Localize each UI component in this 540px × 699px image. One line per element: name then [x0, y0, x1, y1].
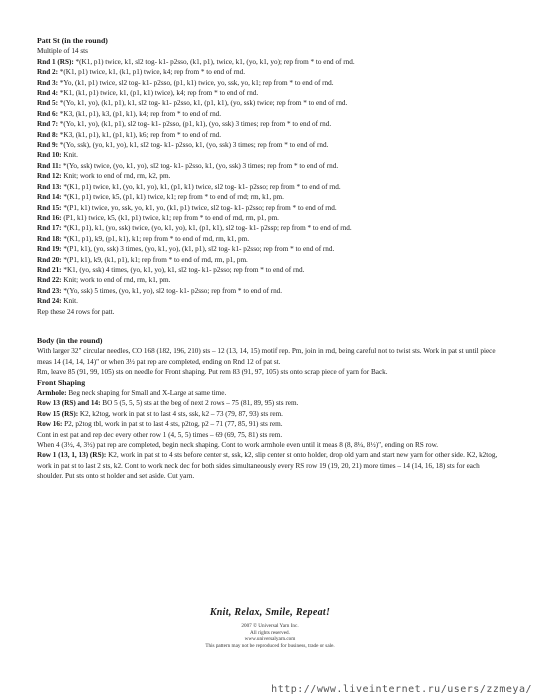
round-label: Rnd 24: [37, 297, 62, 306]
body-paragraph-divide: Rm, leave 85 (91, 99, 105) sts on needle for Front shaping. Put rem 83 (91, 97, 105) sts onto scrap piece of yarn for Back. [37, 368, 388, 377]
round-row [37, 234, 507, 244]
round-text: Knit. [61, 297, 78, 306]
row-16-label: Row 16: [37, 420, 63, 429]
round-row [37, 130, 507, 140]
round-text: *(K1, p1) twice, k1, (yo, k1, yo), k1, (p1, k1) twice, sl2 tog- k1- p2sso; rep from * to end of rnd. [61, 182, 341, 191]
rights-line: All rights reserved. [250, 629, 290, 636]
round-row [37, 255, 507, 265]
round-row [37, 296, 507, 306]
round-row [37, 78, 507, 88]
reproduction-notice: This pattern may not be reproduced for business, trade or sale. [205, 642, 335, 649]
row-15-instruction [37, 409, 507, 419]
round-label: Rnd 17: [37, 224, 62, 233]
body-heading: Body (in the round) [37, 335, 103, 345]
round-row [37, 88, 507, 98]
round-label: Rnd 5: [37, 99, 58, 108]
round-label: Rnd 6: [37, 109, 58, 118]
round-label: Rnd 10: [37, 151, 62, 160]
row-16-instruction [37, 419, 507, 429]
round-row [37, 119, 507, 129]
round-row [37, 182, 507, 192]
row-1-label: Row 1 (13, 1, 13) (RS): [37, 451, 107, 460]
round-row [37, 150, 507, 160]
round-row [37, 161, 507, 171]
website-line: www.universalyarn.com [244, 636, 296, 642]
row-15-text: K2, k2tog, work in pat st to last 4 sts, ssk, k2 – 73 (79, 87, 93) sts rem. [78, 409, 283, 418]
round-text: *(Yo, ssk) 5 times, (yo, k1, yo), sl2 tog- k1- p2sso; rep from * to end of rnd. [61, 286, 283, 295]
round-text: *(K1, p1) twice, k1, sl2 tog- k1- p2sso, (k1, p1), twice, k1, (yo, k1, yo); rep from * to end of rnd. [73, 57, 355, 66]
round-text: *(Yo, k1, yo), (k1, p1), k1, sl2 tog- k1- p2sso, k1, (p1, k1), (yo, ssk) twice; rep from * to end of rnd. [57, 99, 348, 108]
round-row [37, 286, 507, 296]
slogan: Knit, Relax, Smile, Repeat! [209, 607, 331, 618]
round-text: *(P1, k1) twice, yo, ssk, yo, k1, yo, (k1, p1) twice, sl2 tog- k1- p2sso; rep from * to end of rnd. [61, 203, 337, 212]
round-label: Rnd 16: [37, 213, 62, 222]
round-label: Rnd 20: [37, 255, 62, 264]
round-label: Rnd 4: [37, 89, 58, 98]
neck-shaping-instruction: When 4 (3½, 4, 3½) pat rep are completed, begin neck shaping. Cont to work armhole even until it meas 8 (8, 8¼, 8½)", ending on RS row. [37, 441, 439, 450]
round-text: *(K1, p1) twice, k5, (p1, k1) twice, k1; rep from * to end of rnd; rm, k1, pm. [61, 193, 284, 202]
round-text: Knit; work to end of rnd, rm, k2, pm. [61, 172, 171, 181]
round-text: *Yo, (k1, p1) twice, sl2 tog- k1- p2sso, (p1, k1) twice, yo, ssk, yo, k1; rep from * to end of rnd. [57, 78, 334, 87]
round-label: Rnd 12: [37, 172, 62, 181]
continue-decrease-instruction: Cont in est pat and rep dec every other row 1 (4, 5, 5) times – 69 (69, 75, 81) sts rem. [37, 430, 283, 439]
round-text: *K3, (k1, p1), k3, (p1, k1), k4; rep from * to end of rnd. [57, 109, 222, 118]
round-row [37, 67, 507, 77]
pattern-multiple: Multiple of 14 sts [37, 47, 88, 56]
round-text: *K1, (k1, p1) twice, k1, (p1, k1) twice), k4; rep from * to end of rnd. [57, 89, 259, 98]
round-row [37, 140, 507, 150]
armhole-label: Armhole: [37, 389, 67, 397]
repeat-note: Rep these 24 rows for patt. [37, 307, 115, 316]
row-1-instruction [37, 450, 507, 481]
round-text: *K1, (yo, ssk) 4 times, (yo, k1, yo), k1, sl2 tog- k1- p2sso; rep from * to end of rnd. [61, 265, 305, 274]
round-text: Knit. [61, 151, 78, 160]
round-text: *(K1, p1), k9, (p1, k1), k1; rep from * to end of rnd, rm, k1, pm. [61, 234, 250, 243]
row-13-instruction [37, 398, 507, 408]
round-row [37, 98, 507, 108]
round-label: Rnd 3: [37, 78, 58, 87]
round-row [37, 265, 507, 275]
round-text: *(K1, p1), k1, (yo, ssk) twice, (yo, k1, yo), k1, (p1, k1), sl2 tog- k1- p2ssp; rep from * to end of rnd. [61, 224, 352, 233]
armhole-text: Beg neck shaping for Small and X-Large at same time. [66, 389, 227, 397]
round-text: *(Yo, k1, yo), (k1, p1), sl2 tog- k1- p2sso, (p1, k1), (yo, ssk) 3 times; rep from * to end of rnd. [57, 120, 332, 129]
round-text: Knit; work to end of rnd, rm, k1, pm. [61, 276, 171, 285]
row-13-text: BO 5 (5, 5, 5) sts at the beg of next 2 rows – 75 (81, 89, 95) sts rem. [100, 399, 299, 408]
round-label: Rnd 7: [37, 120, 58, 129]
row-15-label: Row 15 (RS): [37, 409, 79, 418]
watermark-url: http://www.liveinternet.ru/users/zzmeya/ [271, 684, 532, 695]
round-label: Rnd 21: [37, 265, 62, 274]
round-label: Rnd 19: [37, 245, 62, 254]
round-label: Rnd 13: [37, 182, 62, 191]
copyright-line: 2007 © Universal Yarn Inc. [241, 623, 299, 629]
round-label: Rnd 22: [37, 276, 62, 285]
row-1-text: K2, work in pat st to 4 sts before center st, ssk, k2, slip center st onto holder, drop old yarn and start new yarn for other side. K2, k2tog, work in pat st to last 2 sts, k2. Cont to work neck dec for both sides simultaneously every RS row 19 (19, 20, 21) more times – 14 (14, 16, 18) sts for each shoulder. Put sts onto st holder and set aside. Cut yarn. [37, 451, 498, 481]
round-text: *(Yo, ssk), (yo, k1, yo), k1, sl2 tog- k1- p2sso, k1, (yo, ssk) 3 times; rep from * to end of rnd. [57, 141, 329, 150]
round-label: Rnd 11: [37, 161, 62, 170]
round-label: Rnd 2: [37, 68, 58, 77]
body-paragraph-cast-on: With larger 32" circular needles, CO 168 (182, 196, 210) sts – 12 (13, 14, 15) motif rep. Pm, join in rnd, being careful not to twist sts. Work in pat st until piece meas 14 (14, 14, 14)" or when 3½ pat rep are completed, ending on Rnd 12 of pat st. [37, 347, 496, 366]
round-text: *(Yo, ssk) twice, (yo, k1, yo), sl2 tog- k1- p2sso, k1, (yo, ssk) 3 times; rep from * to end of rnd. [61, 161, 339, 170]
round-row [37, 192, 507, 202]
round-text: *(P1, k1), k9, (k1, p1), k1; rep from * to end of rnd, rm, p1, pm. [61, 255, 248, 264]
round-row [37, 213, 507, 223]
round-list [37, 57, 507, 307]
round-row [37, 109, 507, 119]
round-text: *(P1, k1), (yo, ssk) 3 times, (yo, k1, yo), (k1, p1), sl2 tog- k1- p2sso; rep from * to end of rnd. [61, 245, 335, 254]
round-row [37, 57, 507, 67]
armhole-instruction [37, 388, 507, 398]
round-label: Rnd 18: [37, 234, 62, 243]
round-label: Rnd 14: [37, 193, 62, 202]
round-label: Rnd 23: [37, 286, 62, 295]
round-text: *K3, (k1, p1), k1, (p1, k1), k6; rep from * to end of rnd. [57, 130, 222, 139]
round-row [37, 223, 507, 233]
pattern-document [37, 36, 507, 482]
front-shaping-heading: Front Shaping [37, 377, 86, 387]
round-label: Rnd 9: [37, 141, 58, 150]
round-row [37, 171, 507, 181]
round-text: *(K1, p1) twice, k1, (k1, p1) twice, k4; rep from * to end of rnd. [57, 68, 246, 77]
round-label: Rnd 15: [37, 203, 62, 212]
round-text: (P1, k1) twice, k5, (k1, p1) twice, k1; rep from * to end of rnd, rm, p1, pm. [61, 213, 279, 222]
round-row [37, 203, 507, 213]
row-16-text: P2, p2tog tbl, work in pat st to last 4 sts, p2tog, p2 – 71 (77, 85, 91) sts rem. [62, 420, 283, 429]
round-label: Rnd 1 (RS): [37, 57, 74, 66]
round-label: Rnd 8: [37, 130, 58, 139]
row-13-label: Row 13 (RS) and 14: [37, 399, 101, 408]
round-row [37, 275, 507, 285]
pattern-stitch-heading: Patt St (in the round) [37, 36, 108, 45]
round-row [37, 244, 507, 254]
